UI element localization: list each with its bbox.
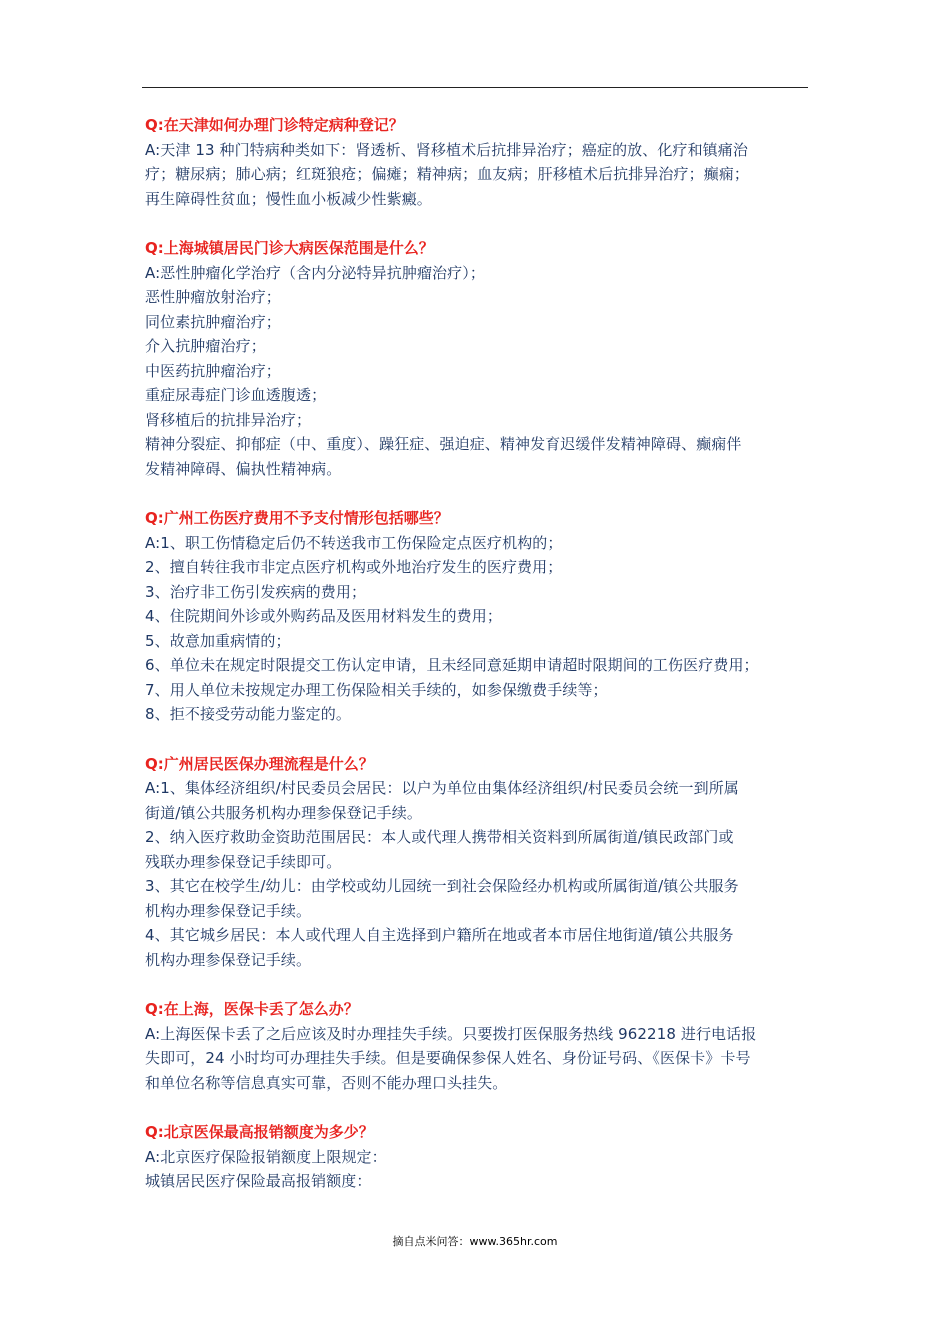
answer-line: 7、用人单位未按规定办理工伤保险相关手续的，如参保缴费手续等； <box>145 680 608 699</box>
qa-section <box>145 236 807 481</box>
question: Q:北京医保最高报销额度为多少？ <box>145 1123 374 1141</box>
question: Q:在天津如何办理门诊特定病种登记？ <box>145 116 404 134</box>
answer-line: 城镇居民医疗保险最高报销额度： <box>145 1172 372 1190</box>
answer-line: A:天津 13 种门特病种类如下：肾透析、肾移植术后抗排异治疗；癌症的放、化疗和镇痛治 <box>145 140 748 159</box>
answer-line: A:1、集体经济组织/村民委员会居民：以户为单位由集体经济组织/村民委员会统一到所属 <box>145 779 739 797</box>
qa-section <box>145 1120 807 1194</box>
answer-line: 介入抗肿瘤治疗； <box>145 337 266 355</box>
answer-line: 恶性肿瘤放射治疗； <box>145 288 281 306</box>
page-footer: 摘自点米问答：www.365hr.com <box>392 1235 558 1248</box>
answer-line: 3、其它在校学生/幼儿：由学校或幼儿园统一到社会保险经办机构或所属街道/镇公共服务 <box>145 877 739 895</box>
qa-section <box>145 506 807 727</box>
answer-line: 疗；糖尿病；肺心病；红斑狼疮；偏瘫；精神病；血友病；肝移植术后抗排异治疗；癫痫； <box>145 165 750 183</box>
answer-line: 街道/镇公共服务机构办理参保登记手续。 <box>145 803 422 822</box>
answer-line: 同位素抗肿瘤治疗； <box>145 312 281 331</box>
question: Q:广州工伤医疗费用不予支付情形包括哪些？ <box>145 509 449 527</box>
question: Q:在上海，医保卡丢了怎么办？ <box>145 1000 359 1018</box>
question: Q:上海城镇居民门诊大病医保范围是什么？ <box>145 239 434 257</box>
answer-line: 发精神障碍、偏执性精神病。 <box>145 459 342 478</box>
answer-line: A:北京医疗保险报销额度上限规定： <box>145 1147 387 1166</box>
answer-line: 肾移植后的抗排异治疗； <box>145 410 312 429</box>
answer-line: 和单位名称等信息真实可靠，否则不能办理口头挂失。 <box>145 1073 508 1092</box>
answer-line: 机构办理参保登记手续。 <box>145 901 312 920</box>
qa-section <box>145 997 807 1095</box>
answer-line: 8、拒不接受劳动能力鉴定的。 <box>145 705 351 723</box>
header-rule <box>142 87 808 88</box>
question: Q:广州居民医保办理流程是什么？ <box>145 754 374 773</box>
answer-line: A:恶性肿瘤化学治疗（含内分泌特异抗肿瘤治疗）； <box>145 263 485 282</box>
answer-line: A:上海医保卡丢了之后应该及时办理挂失手续。只要拨打医保服务热线 962218 进行电话报 <box>145 1024 757 1043</box>
answer-line: 4、住院期间外诊或外购药品及医用材料发生的费用； <box>145 607 502 625</box>
qa-section <box>145 113 807 211</box>
answer-line: 重症尿毒症门诊血透腹透； <box>145 386 327 404</box>
answer-line: 2、纳入医疗救助金资助范围居民：本人或代理人携带相关资料到所属街道/镇民政部门或 <box>145 828 734 846</box>
qa-section <box>145 752 807 973</box>
answer-line: 2、擅自转往我市非定点医疗机构或外地治疗发生的医疗费用； <box>145 558 563 576</box>
answer-line: 4、其它城乡居民：本人或代理人自主选择到户籍所在地或者本市居住地街道/镇公共服务 <box>145 926 734 944</box>
answer-line: 6、单位未在规定时限提交工伤认定申请，且未经同意延期申请超时限期间的工伤医疗费用； <box>145 656 759 674</box>
answer-line: 再生障碍性贫血；慢性血小板减少性紫癜。 <box>145 189 432 208</box>
answer-line: A:1、职工伤情稳定后仍不转送我市工伤保险定点医疗机构的； <box>145 533 563 552</box>
answer-line: 5、故意加重病情的； <box>145 631 291 650</box>
document-body <box>145 113 807 1219</box>
answer-line: 失即可，24 小时均可办理挂失手续。但是要确保参保人姓名、身份证号码、《医保卡》卡号 <box>145 1049 751 1067</box>
answer-line: 3、治疗非工伤引发疾病的费用； <box>145 582 367 601</box>
answer-line: 残联办理参保登记手续即可。 <box>145 852 342 871</box>
answer-line: 精神分裂症、抑郁症（中、重度）、躁狂症、强迫症、精神发育迟缓伴发精神障碍、癫痫伴 <box>145 435 742 453</box>
answer-line: 中医药抗肿瘤治疗； <box>145 361 281 380</box>
answer-line: 机构办理参保登记手续。 <box>145 950 312 969</box>
